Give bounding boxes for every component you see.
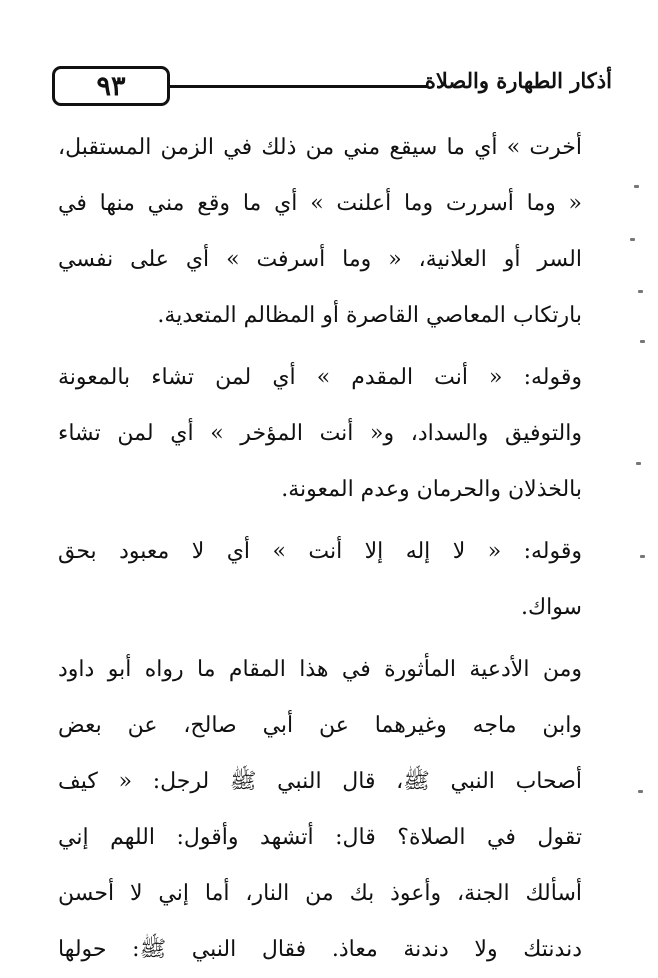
margin-mark — [640, 555, 645, 558]
text-line: سواك. — [520, 595, 582, 620]
text-line: أصحاب النبي ﷺ، قال النبي ﷺ لرجل: « كيف — [58, 769, 582, 794]
text-line: وقوله: « لا إله إلا أنت » أي لا معبود بحق — [58, 539, 582, 564]
text-line: وقوله: « أنت المقدم » أي لمن تشاء بالمعونة — [58, 365, 582, 390]
text-line: أسألك الجنة، وأعوذ بك من النار، أما إني لا أحسن — [58, 881, 582, 906]
margin-mark — [630, 238, 635, 241]
text-line: بارتكاب المعاصي القاصرة أو المظالم المتعدية. — [157, 303, 582, 328]
margin-mark — [636, 462, 641, 465]
text-line: بالخذلان والحرمان وعدم المعونة. — [281, 477, 582, 502]
margin-mark — [640, 340, 645, 343]
text-line: أخرت » أي ما سيقع مني من ذلك في الزمن المستقبل، — [58, 135, 582, 160]
margin-mark — [638, 790, 643, 793]
header-rule — [170, 85, 428, 88]
page-number: ٩٣ — [52, 66, 170, 106]
text-line: « وما أسررت وما أعلنت » أي ما وقع مني منها في — [58, 191, 582, 216]
body-text — [58, 120, 582, 978]
margin-mark — [634, 185, 639, 188]
text-line: السر أو العلانية، « وما أسرفت » أي على نفسي — [58, 247, 582, 272]
running-title: أذكار الطهارة والصلاة — [424, 68, 612, 93]
text-line: وابن ماجه وغيرهما عن أبي صالح، عن بعض — [58, 713, 582, 738]
text-line: والتوفيق والسداد، و« أنت المؤخر » أي لمن تشاء — [58, 421, 582, 446]
text-line: ومن الأدعية المأثورة في هذا المقام ما رواه أبو داود — [58, 657, 582, 682]
text-line: دندنتك ولا دندنة معاذ. فقال النبي ﷺ: حولها — [58, 937, 582, 962]
page-header — [40, 60, 612, 112]
margin-mark — [638, 290, 643, 293]
text-line: تقول في الصلاة؟ قال: أتشهد وأقول: اللهم إني — [58, 825, 582, 850]
